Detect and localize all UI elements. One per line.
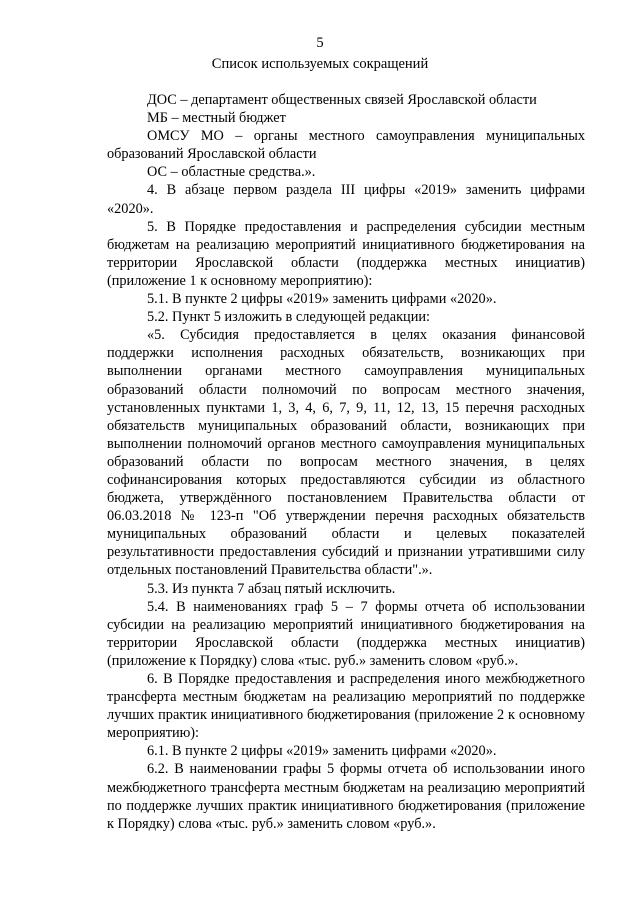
paragraph-item-5-3: 5.3. Из пункта 7 абзац пятый исключить. <box>147 580 396 597</box>
paragraph-item-6: 6. В Порядке предоставления и распределения иного межбюджетного трансферта местным бюджетам на реализацию мероприятий по поддержке лучших практик инициативного бюджетирования (приложение 2 к основному мероприятию): <box>107 671 585 742</box>
paragraph-item-5-1: 5.1. В пункте 2 цифры «2019» заменить цифрами «2020». <box>147 291 497 308</box>
paragraph-omsu: ОМСУ МО – органы местного самоуправления муниципальных образований Ярославской области <box>107 128 585 163</box>
paragraph-item-6-2: 6.2. В наименовании графы 5 формы отчета об использовании иного межбюджетного трансферта местным бюджетам на реализацию мероприятий по поддержке лучших практик инициативного бюджетирования (приложение к Порядку) слова «тыс. руб.» заменить словом «руб.». <box>107 761 585 832</box>
document-body <box>107 91 585 833</box>
paragraph-item-5-4: 5.4. В наименованиях граф 5 – 7 формы отчета об использовании субсидии на реализацию мероприятий инициативного бюджетирования на территории Ярославской области (поддержка местных инициатив) (приложение к Порядку) слова «тыс. руб.» заменить словом «руб.». <box>107 598 585 669</box>
paragraph-item-4: 4. В абзаце первом раздела III цифры «2019» заменить цифрами «2020». <box>107 182 585 217</box>
paragraph-os: ОС – областные средства.». <box>147 164 316 181</box>
paragraph-dos: ДОС – департамент общественных связей Ярославской области <box>147 92 537 108</box>
paragraph-mb: МБ – местный бюджет <box>147 110 286 127</box>
paragraph-item-5-2: 5.2. Пункт 5 изложить в следующей редакции: <box>147 309 430 326</box>
paragraph-quoted-item-5: «5. Субсидия предоставляется в целях оказания финансовой поддержки исполнения расходных обязательств, возникающих при выполнении органами местного самоуправления муниципальных образований области полномочий по вопросам местного значения, установленных пунктами 1, 3, 4, 6, 7, 9, 11, 12, 13, 15 перечня расходных обязательств муниципальных образований области, возникающих при выполнении полномочий органов местного самоуправления муниципальных образований области по вопросам местного значения, в целях софинансирования которых предоставляются субсидии из областного бюджета, утверждённого постановлением Правительства области от 06.03.2018 № 123-п "Об утверждении перечня расходных обязательств муниципальных образований области и целевых показателей результативности предоставления субсидий и признании утратившими силу отдельных постановлений Правительства области".». <box>107 327 585 579</box>
paragraph-item-5: 5. В Порядке предоставления и распределения субсидии местным бюджетам на реализацию мероприятий инициативного бюджетирования на территории Ярославской области (поддержка местных инициатив) (приложение 1 к основному мероприятию): <box>107 218 585 289</box>
page-number: 5 <box>316 35 324 51</box>
abbreviations-heading: Список используемых сокращений <box>211 56 429 72</box>
paragraph-item-6-1: 6.1. В пункте 2 цифры «2019» заменить цифрами «2020». <box>147 743 497 760</box>
